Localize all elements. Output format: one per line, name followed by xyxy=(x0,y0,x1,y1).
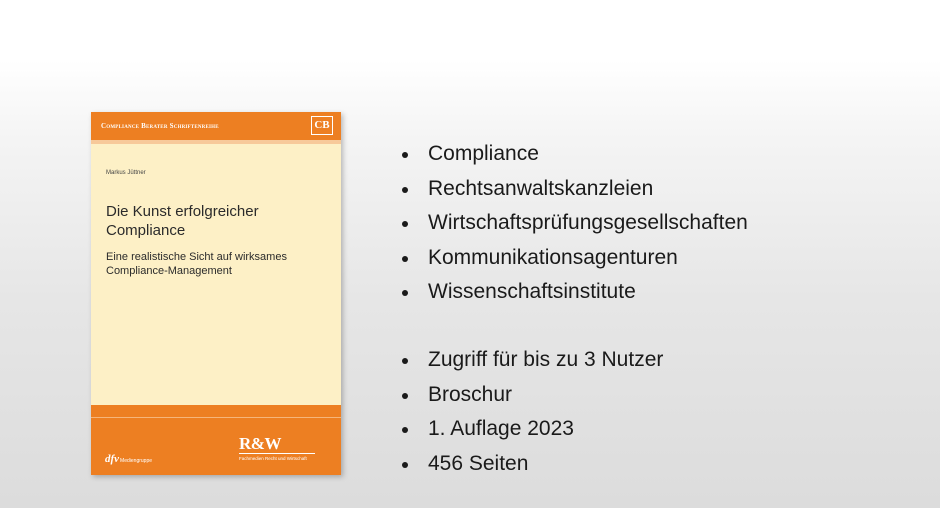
series-label: Compliance Berater Schriftenreihe xyxy=(101,122,219,130)
list-item xyxy=(400,275,748,310)
list-item xyxy=(400,447,663,482)
book-subtitle: Eine realistische Sicht auf wirksames Compliance-Management xyxy=(106,251,287,277)
list-item xyxy=(400,137,748,172)
list-item-label: Compliance xyxy=(428,142,539,165)
list-item xyxy=(400,206,748,241)
rw-logo-mark: R&W xyxy=(239,434,281,453)
list-item xyxy=(400,412,663,447)
bullet-icon xyxy=(402,427,408,433)
bullet-icon xyxy=(402,221,408,227)
dfv-logo-text: Mediengruppe xyxy=(120,458,153,464)
bullet-icon xyxy=(402,152,408,158)
list-item-label: 1. Auflage 2023 xyxy=(428,417,574,440)
list-item xyxy=(400,378,663,413)
list-item-label: Kommunikationsagenturen xyxy=(428,245,678,269)
list-item-label: 456 Seiten xyxy=(428,451,529,475)
target-groups-list xyxy=(400,137,748,310)
list-item-label: Wirtschaftsprüfungsgesellschaften xyxy=(428,211,748,234)
cover-divider xyxy=(91,417,341,418)
list-item-label: Broschur xyxy=(428,382,513,406)
rw-logo-text: Fachmedien Recht und Wirtschaft xyxy=(239,456,307,461)
list-item xyxy=(400,172,748,207)
rw-logo xyxy=(239,435,315,461)
list-item xyxy=(400,343,663,378)
list-item-label: Zugriff für bis zu 3 Nutzer xyxy=(428,348,664,371)
bullet-icon xyxy=(402,462,408,468)
dfv-logo xyxy=(105,449,152,467)
cb-badge: CB xyxy=(311,116,333,135)
bullet-icon xyxy=(402,256,408,262)
book-cover xyxy=(91,112,341,475)
book-author: Markus Jüttner xyxy=(106,170,146,176)
rw-logo-rule xyxy=(239,453,315,454)
list-item-label: Wissenschaftsinstitute xyxy=(428,280,636,303)
cover-bottom-bar xyxy=(91,405,341,475)
bullet-icon xyxy=(402,358,408,364)
cover-band xyxy=(91,140,341,144)
list-item-label: Rechtsanwaltskanzleien xyxy=(428,176,654,200)
bullet-icon xyxy=(402,393,408,399)
dfv-logo-mark: dfv xyxy=(105,453,120,465)
list-item xyxy=(400,241,748,276)
cover-top-bar xyxy=(91,112,341,140)
bullet-icon xyxy=(402,290,408,296)
product-details-list xyxy=(400,343,663,481)
bullet-icon xyxy=(402,187,408,193)
book-title: Die Kunst erfolgreicher Compliance xyxy=(106,203,259,239)
